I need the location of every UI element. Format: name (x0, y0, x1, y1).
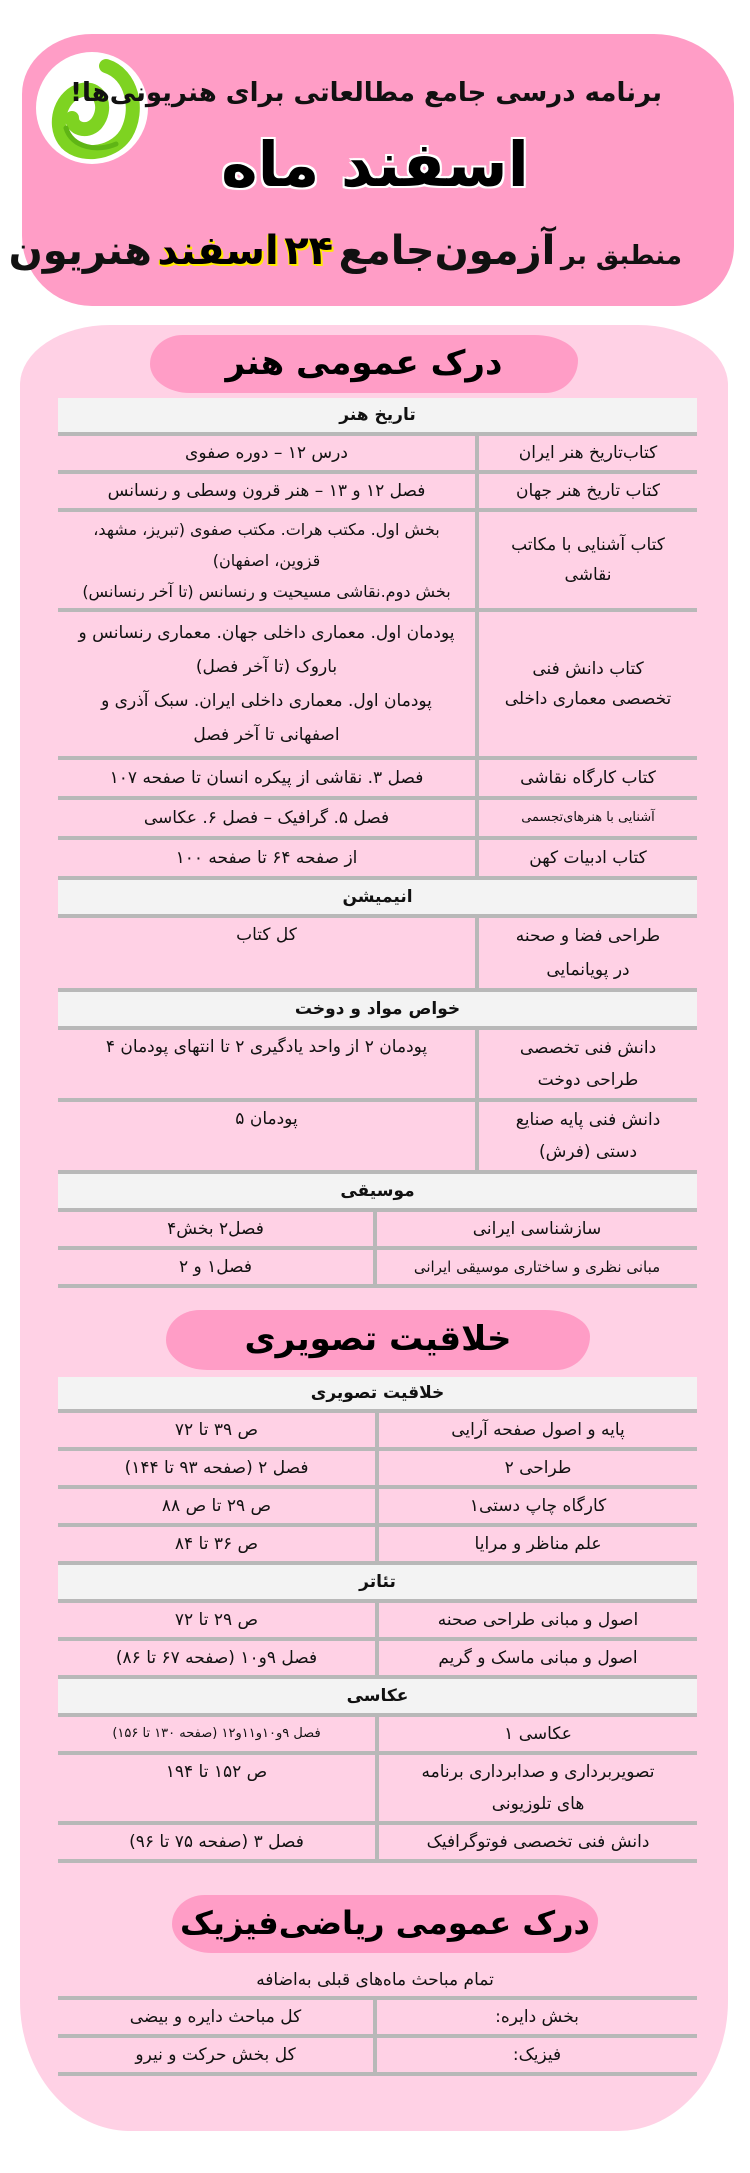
scope-cell: فصل ۵. گرافیک – فصل ۶. عکاسی (58, 800, 479, 836)
book-cell: فیزیک: (512, 2045, 562, 2065)
book-cell: سازشناسی ایرانی (472, 1219, 602, 1239)
book-cell: کتاب ادبیات کهن (529, 848, 647, 868)
book-cell: کتاب تاریخ هنر جهان (516, 481, 660, 501)
book-cell: دانش فنی تخصصی فوتوگرافیک (426, 1832, 650, 1852)
group-heading: عکاسی (58, 1679, 697, 1717)
scope-cell: پودمان ۲ از واحد یادگیری ۲ تا انتهای پودمان ۴ (58, 1030, 479, 1098)
book-cell: کتاب کارگاه نقاشی (520, 768, 656, 788)
book-cell: کتاب‌تاریخ هنر ایران (518, 443, 658, 463)
group-heading: خلاقیت تصویری (58, 1377, 697, 1413)
table-row (58, 1250, 697, 1288)
book-cell: دانش فنی پایه صنایع دستی (فرش) (515, 1110, 661, 1162)
table-row (58, 1603, 697, 1641)
section-note: تمام مباحث ماه‌های قبلی به‌اضافه (256, 1970, 494, 1990)
scope-cell: کل کتاب (58, 918, 479, 988)
visual-table (58, 1377, 697, 1863)
scope-cell: ص ۱۵۲ تا ۱۹۴ (58, 1755, 379, 1821)
scope-cell: فصل ۹و۱۰ (صفحه ۶۷ تا ۸۶) (58, 1641, 379, 1675)
group-heading: انیمیشن (58, 880, 697, 918)
section-title-visual: خلاقیت تصویری (166, 1310, 590, 1370)
table-row (58, 800, 697, 840)
scope-cell: ص ۳۶ تا ۸۴ (58, 1527, 379, 1561)
page-title: اسفند ماه (221, 128, 529, 201)
scope-cell: درس ۱۲ – دوره صفوی (58, 436, 479, 470)
book-cell: کتاب دانش فنی تخصصی معماری داخلی (504, 659, 672, 709)
table-row (58, 512, 697, 612)
book-cell: طراحی ۲ (504, 1458, 572, 1478)
book-cell: عکاسی ۱ (504, 1724, 572, 1744)
scope-cell: فصل ۲ (صفحه ۹۳ تا ۱۴۴) (58, 1451, 379, 1485)
scope-cell: فصل ۳ (صفحه ۷۵ تا ۹۶) (58, 1825, 379, 1859)
scope-cell: کل مباحث دایره و بیضی (58, 2000, 377, 2034)
table-row (58, 1641, 697, 1679)
scope-line: پودمان اول. معماری داخلی جهان. معماری رنسانس و باروک (تا آخر فصل) (78, 623, 455, 677)
group-heading: موسیقی (58, 1174, 697, 1212)
scope-cell: ص ۲۹ تا ص ۸۸ (58, 1489, 379, 1523)
scope-cell: ص ۳۹ تا ۷۲ (58, 1413, 379, 1447)
table-row (58, 474, 697, 512)
group-heading: تاریخ هنر (58, 398, 697, 436)
book-cell: آشنایی با هنرهای‌تجسمی (521, 810, 655, 825)
book-cell: کتاب آشنایی با مکاتب نقاشی (511, 535, 665, 585)
table-row (58, 612, 697, 760)
scope-cell: فصل۲ بخش۴ (58, 1212, 377, 1246)
scope-cell: کل بخش حرکت و نیرو (58, 2038, 377, 2072)
scope-line: پودمان اول. معماری داخلی ایران. سبک آذری و اصفهانی تا آخر فصل (101, 691, 432, 745)
table-row (58, 840, 697, 880)
scope-cell: پودمان ۵ (58, 1102, 479, 1170)
group-heading: خواص مواد و دوخت (58, 992, 697, 1030)
book-cell: علم مناظر و مرایا (474, 1534, 602, 1554)
book-cell: دانش فنی تخصصی طراحی دوخت (519, 1038, 657, 1090)
book-cell: طراحی فضا و صحنه در پویانمایی (515, 926, 661, 980)
aligned-prefix: منطبق بر (560, 241, 682, 271)
table-row (58, 1489, 697, 1527)
table-row (58, 1755, 697, 1825)
scope-cell: فصل۱ و ۲ (58, 1250, 377, 1284)
scope-cell (58, 612, 479, 756)
table-row (58, 1030, 697, 1102)
math-physics-table (58, 1996, 697, 2076)
scope-cell: فصل ۹و۱۰و۱۱و۱۲ (صفحه ۱۳۰ تا ۱۵۶) (58, 1717, 379, 1751)
book-cell: اصول و مبانی طراحی صحنه (437, 1610, 639, 1630)
table-row (58, 2000, 697, 2038)
exam-month: اسفند (157, 228, 279, 274)
table-row (58, 436, 697, 474)
header-subtitle: برنامه درسی جامع مطالعاتی برای هنریونی‌ها! (70, 78, 662, 108)
table-row (58, 1825, 697, 1863)
exam-label: آزمون‌جامع (338, 228, 556, 274)
table-row (58, 1102, 697, 1174)
table-row (58, 1527, 697, 1565)
brand-name: هنریون (8, 228, 152, 274)
table-row (58, 760, 697, 800)
table-row (58, 1451, 697, 1489)
table-row (58, 1413, 697, 1451)
table-row (58, 918, 697, 992)
group-heading: تئاتر (58, 1565, 697, 1603)
book-cell: اصول و مبانی ماسک و گریم (438, 1648, 638, 1668)
table-row (58, 2038, 697, 2076)
book-cell: تصویربرداری و صدابرداری برنامه های تلوزیونی (421, 1762, 655, 1814)
scope-cell: از صفحه ۶۴ تا صفحه ۱۰۰ (58, 840, 479, 876)
exam-alignment-line (9, 228, 682, 274)
scope-cell: فصل ۱۲ و ۱۳ – هنر قرون وسطی و رنسانس (58, 474, 479, 508)
scope-cell (58, 512, 479, 608)
book-cell: مبانی نظری و ساختاری موسیقی ایرانی (413, 1258, 661, 1276)
scope-cell: فصل ۳. نقاشی از پیکره انسان تا صفحه ۱۰۷ (58, 760, 479, 796)
scope-cell: ص ۲۹ تا ۷۲ (58, 1603, 379, 1637)
scope-line: بخش اول. مکتب هرات. مکتب صفوی (تبریز، مشهد، قزوین، اصفهان) (93, 519, 440, 570)
scope-line: بخش دوم.نقاشی مسیحیت و رنسانس (تا آخر رنسانس) (82, 581, 451, 601)
book-cell: پایه و اصول صفحه آرایی (451, 1420, 625, 1440)
table-row (58, 1212, 697, 1250)
section-title-math-physics: درک عمومی ریاضی‌فیزیک (172, 1895, 598, 1953)
exam-day: ۲۴ (284, 228, 334, 274)
book-cell: کارگاه چاپ دستی۱ (469, 1496, 607, 1516)
art-table (58, 398, 697, 1288)
book-cell: بخش دایره: (495, 2007, 579, 2027)
section-title-art: درک عمومی هنر (150, 335, 578, 393)
table-row (58, 1717, 697, 1755)
